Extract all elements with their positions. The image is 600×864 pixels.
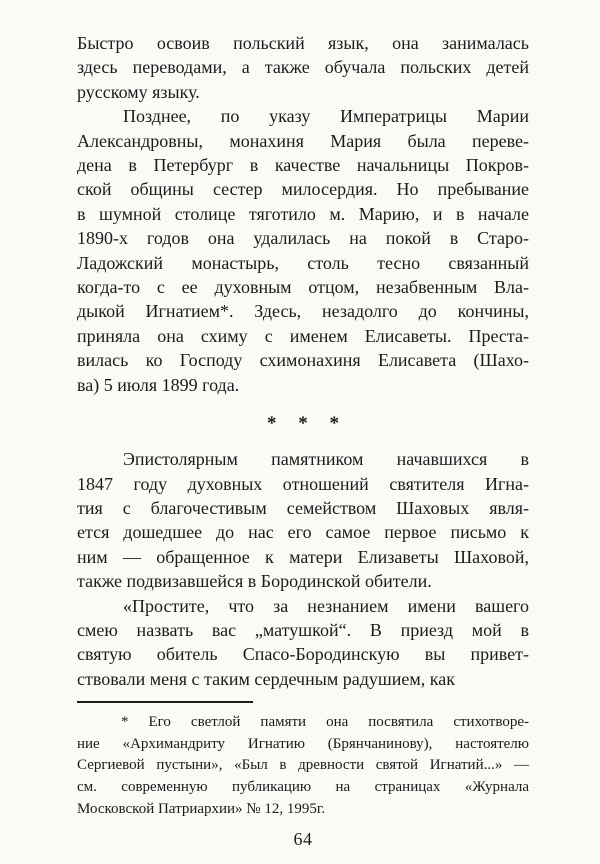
text-line: ется дошедшее до нас его самое первое письмо к (77, 522, 529, 543)
paragraph (77, 447, 529, 593)
footnote (77, 712, 529, 820)
text-line: 1847 году духовных отношений святителя Игна- (77, 473, 529, 494)
text-line: приняла она схиму с именем Елисаветы. Преста- (77, 325, 529, 346)
text-line: когда-то с ее духовным отцом, незабвенным Вла- (77, 277, 529, 298)
paragraph (77, 594, 529, 692)
text-line: ва) 5 июля 1899 года. (77, 374, 240, 395)
text-line: Эпистолярным памятником начавшихся в (123, 449, 529, 470)
text-line: ствовали меня с таким сердечным радушием, как (77, 668, 455, 689)
text-line: святую обитель Спасо-Бородинскую вы привет- (77, 644, 529, 665)
text-line: дена в Петербург в качестве начальницы Покров- (77, 155, 529, 176)
page-number: 64 (293, 829, 313, 850)
section-main-top (77, 31, 529, 397)
text-line: 1890-х годов она удалилась на покой в Старо- (77, 228, 529, 249)
paragraph (77, 104, 529, 397)
text-block (77, 31, 529, 850)
text-line: * Его светлой памяти она посвятила стихотворе- (121, 714, 529, 731)
text-line: Московской Патриархии» № 12, 1995г. (77, 800, 326, 817)
paragraph (77, 712, 529, 820)
text-line: Александровны, монахиня Мария была переве- (77, 130, 529, 151)
text-line: дыкой Игнатием*. Здесь, незадолго до кончины, (77, 301, 529, 322)
text-line: «Простите, что за незнанием имени вашего (123, 595, 529, 616)
text-line: русскому языку. (77, 81, 200, 102)
section-divider: * * * (267, 413, 339, 435)
text-line: вилась ко Господу схимонахиня Елисавета (Шахо- (77, 350, 529, 371)
text-line: здесь переводами, а также обучала польских детей (77, 57, 529, 78)
text-line: ним — обращенное к матери Елизаветы Шаховой, (77, 546, 529, 567)
text-line: Позднее, по указу Императрицы Марии (123, 106, 529, 127)
text-line: в шумной столице тяготило м. Марию, и в начале (77, 203, 529, 224)
text-line: смею назвать вас „матушкой“. В приезд мой в (77, 619, 529, 640)
text-line: также подвизавшейся в Бородинской обители. (77, 571, 432, 592)
text-line: тия с благочестивым семейством Шаховых явля- (77, 497, 529, 518)
text-line: ской общины сестер милосердия. Но пребывание (77, 179, 529, 200)
text-line: см. современную публикацию на страницах «Журнала (77, 778, 529, 795)
text-line: Быстро освоив польский язык, она занималась (77, 33, 529, 53)
paragraph (77, 31, 529, 104)
section-main-bottom (77, 447, 529, 691)
text-line: Ладожский монастырь, столь тесно связанный (77, 252, 529, 273)
footnote-separator-rule (77, 701, 253, 703)
text-line: Сергиевой пустыни», «Был в древности святой Игнатий...» — (77, 757, 529, 774)
text-line: ние «Архимандриту Игнатию (Брянчанинову), настоятелю (77, 735, 529, 752)
